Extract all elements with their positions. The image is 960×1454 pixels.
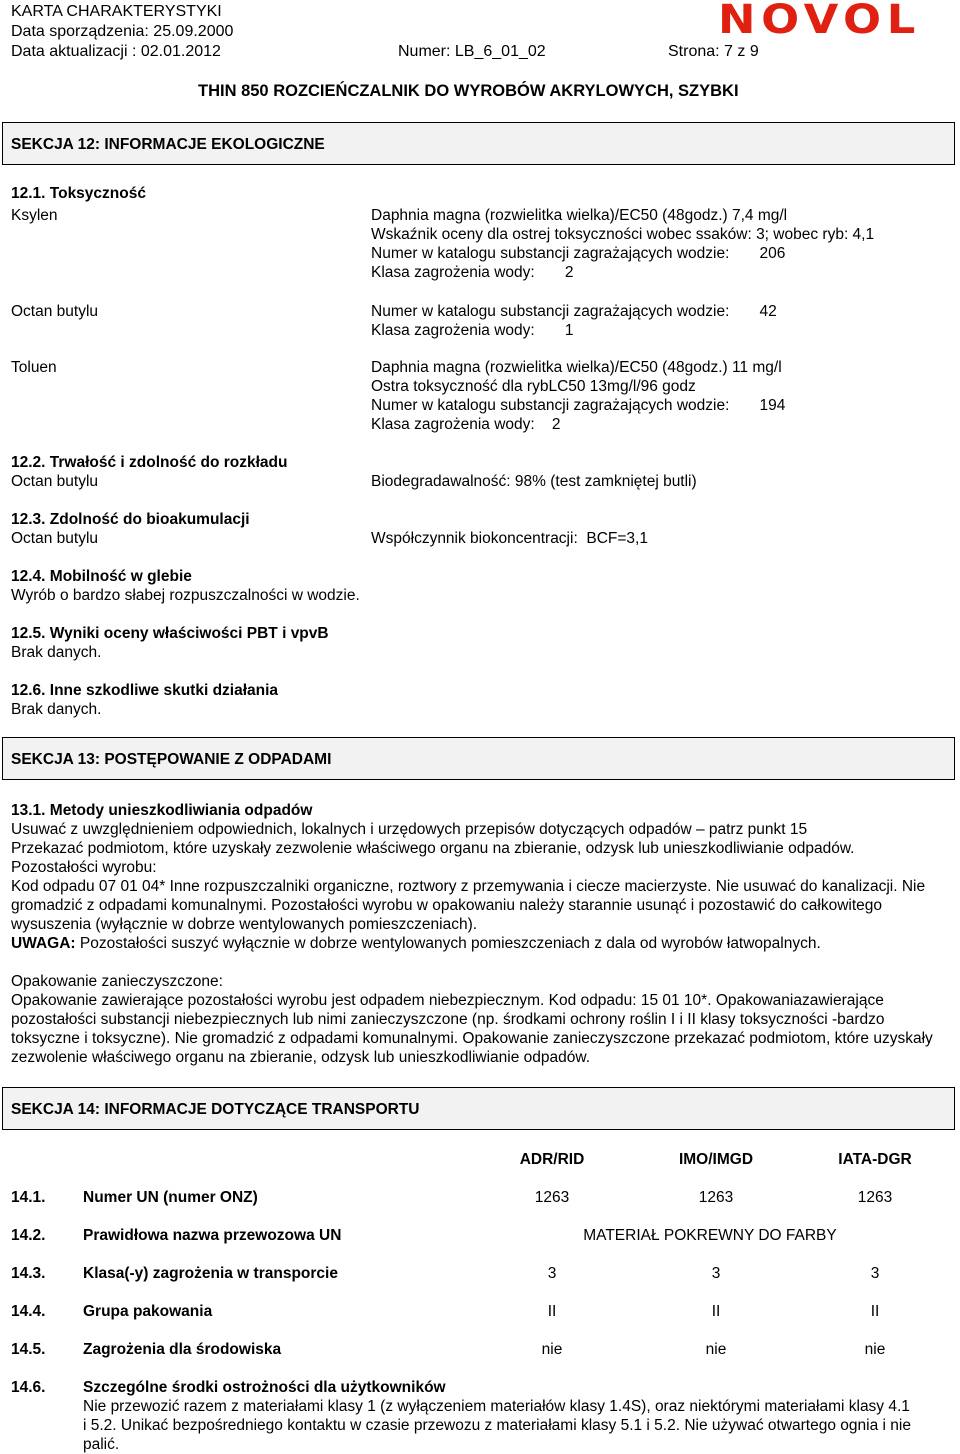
- row-num: 14.2.: [11, 1227, 46, 1244]
- section-12-header: [2, 122, 955, 165]
- warning-text: Pozostałości suszyć wyłącznie w dobrze wentylowanych pomieszczeniach z dala od wyrobów łatwopalnych.: [75, 935, 821, 952]
- cell-imo: nie: [705, 1341, 727, 1358]
- page-indicator: Strona: 7 z 9: [668, 43, 759, 60]
- s13-p1: Usuwać z uwzględnieniem odpowiednich, lokalnych i urzędowych przepisów dotyczących odpadów – patrz punkt 15: [11, 821, 808, 838]
- product-title: THIN 850 ROZCIEŃCZALNIK DO WYROBÓW AKRYLOWYCH, SZYBKI: [198, 82, 739, 100]
- ksylen-line-3: Numer w katalogu substancji zagrażających wodzie: 206: [371, 245, 786, 262]
- s126-text: Brak danych.: [11, 701, 102, 718]
- toluen-line-4: Klasa zagrożenia wody: 2: [371, 416, 561, 433]
- ksylen-line-4: Klasa zagrożenia wody: 2: [371, 264, 574, 281]
- updated-date: Data aktualizacji : 02.01.2012: [11, 43, 221, 60]
- s125-text: Brak danych.: [11, 644, 102, 661]
- section-13-title: SEKCJA 13: POSTĘPOWANIE Z ODPADAMI: [11, 751, 332, 768]
- row-label: Klasa(-y) zagrożenia w transporcie: [83, 1265, 338, 1282]
- section-14-header: [2, 1087, 955, 1130]
- col-adr-rid: ADR/RID: [519, 1151, 585, 1168]
- s13-p3: Pozostałości wyrobu:: [11, 859, 157, 876]
- doc-number: Numer: LB_6_01_02: [398, 43, 546, 60]
- section-12-title: SEKCJA 12: INFORMACJE EKOLOGICZNE: [11, 136, 325, 153]
- row-num: 14.5.: [11, 1341, 46, 1358]
- s126-title: 12.6. Inne szkodliwe skutki działania: [11, 682, 279, 699]
- s13-p4: Kod odpadu 07 01 04* Inne rozpuszczalniki organiczne, roztwory z przemywania i ciecze macierzyste. Nie usuwać do kanalizacji. Nie gromadzić z odpadami komunalnymi. Pozostałości wyrobu w opakowaniu należy starannie usunąć i pozostawić do całkowitego wysuszenia (wyłącznie w dobrze wentylowanych pomieszczeniach).: [11, 878, 926, 933]
- col-imo-imgd: IMO/IMGD: [678, 1151, 754, 1168]
- row-num: 14.6.: [11, 1379, 46, 1396]
- tox-title: 12.1. Toksyczność: [11, 185, 146, 202]
- cell-imo: II: [711, 1303, 721, 1320]
- cell-iata: 1263: [857, 1189, 893, 1206]
- row-num: 14.4.: [11, 1303, 46, 1320]
- cell-adr: nie: [541, 1341, 563, 1358]
- toluen-line-3: Numer w katalogu substancji zagrażających wodzie: 194: [371, 397, 786, 414]
- row-num: 14.3.: [11, 1265, 46, 1282]
- ksylen-name: Ksylen: [11, 207, 58, 224]
- octan-line-1: Numer w katalogu substancji zagrażających wodzie: 42: [371, 303, 777, 320]
- section-14-title: SEKCJA 14: INFORMACJE DOTYCZĄCE TRANSPORTU: [11, 1101, 420, 1118]
- row-label: Grupa pakowania: [83, 1303, 213, 1320]
- s13-warning: [11, 934, 821, 953]
- s122-value: Biodegradawalność: 98% (test zamkniętej butli): [371, 473, 697, 490]
- ksylen-line-2: Wskaźnik oceny dla ostrej toksyczności wobec ssaków: 3; wobec ryb: 4,1: [371, 226, 875, 243]
- cell-adr: 1263: [534, 1189, 570, 1206]
- novol-logo: NOVOL: [718, 0, 921, 43]
- toluen-name: Toluen: [11, 359, 57, 376]
- row-label: Prawidłowa nazwa przewozowa UN: [83, 1227, 342, 1244]
- s13-p2: Przekazać podmiotom, które uzyskały zezwolenie właściwego organu na zbieranie, odzysk lub unieszkodliwianie odpadów.: [11, 840, 855, 857]
- row-label: Numer UN (numer ONZ): [83, 1189, 258, 1206]
- cell-iata: nie: [864, 1341, 886, 1358]
- cell-imo: 1263: [698, 1189, 734, 1206]
- cell-imo: 3: [711, 1265, 721, 1282]
- created-date: Data sporządzenia: 25.09.2000: [11, 23, 234, 40]
- s123-substance: Octan butylu: [11, 530, 99, 547]
- cell-adr: 3: [547, 1265, 557, 1282]
- cell-iata: 3: [870, 1265, 880, 1282]
- doc-type: KARTA CHARAKTERYSTYKI: [11, 3, 222, 20]
- s125-title: 12.5. Wyniki oceny właściwości PBT i vpvB: [11, 625, 329, 642]
- s123-value: Współczynnik biokoncentracji: BCF=3,1: [371, 530, 648, 547]
- s13-p6: Opakowanie zawierające pozostałości wyrobu jest odpadem niebezpiecznym. Kod odpadu: 15 01 10*. Opakowaniazawierające pozostałości substancji niebezpiecznych lub nimi zanieczyszczone (np. środkami ochrony roślin I i II klasy toksyczności -bardzo toksyczne i toksyczne). Nie gromadzić z odpadami komunalnymi. Opakowanie zanieczyszczone przekazać podmiotom, które uzyskały zezwolenie właściwego organu na zbieranie, odzysk lub unieszkodliwianie odpadów.: [11, 992, 933, 1066]
- row-label: Zagrożenia dla środowiska: [83, 1341, 282, 1358]
- row-label: Szczególne środki ostrożności dla użytkowników: [83, 1379, 446, 1396]
- col-iata-dgr: IATA-DGR: [838, 1151, 912, 1168]
- s123-title: 12.3. Zdolność do bioakumulacji: [11, 511, 250, 528]
- s122-title: 12.2. Trwałość i zdolność do rozkładu: [11, 454, 288, 471]
- cell-merged: MATERIAŁ POKREWNY DO FARBY: [583, 1227, 837, 1244]
- cell-adr: II: [547, 1303, 557, 1320]
- toluen-line-1: Daphnia magna (rozwielitka wielka)/EC50 (48godz.) 11 mg/l: [371, 359, 782, 376]
- s122-substance: Octan butylu: [11, 473, 99, 490]
- s13-p5: Opakowanie zanieczyszczone:: [11, 973, 223, 990]
- s146-text: Nie przewozić razem z materiałami klasy 1 (z wyłączeniem materiałów klasy 1.4S), oraz niektórymi materiałami klasy 4.1 i 5.2. Unikać bezpośredniego kontaktu w czasie przewozu z materiałami klasy 5.1 i 5.2. Nie używać otwartego ognia i nie palić.: [83, 1398, 911, 1453]
- warning-label: UWAGA:: [11, 935, 76, 952]
- s131-title: 13.1. Metody unieszkodliwiania odpadów: [11, 802, 313, 819]
- octan-name: Octan butylu: [11, 303, 99, 320]
- cell-iata: II: [870, 1303, 880, 1320]
- ksylen-line-1: Daphnia magna (rozwielitka wielka)/EC50 (48godz.) 7,4 mg/l: [371, 207, 788, 224]
- octan-line-2: Klasa zagrożenia wody: 1: [371, 322, 574, 339]
- toluen-line-2: Ostra toksyczność dla rybLC50 13mg/l/96 godz: [371, 378, 696, 395]
- s124-title: 12.4. Mobilność w glebie: [11, 568, 192, 585]
- section-13-header: [2, 737, 955, 780]
- s124-text: Wyrób o bardzo słabej rozpuszczalności w wodzie.: [11, 587, 360, 604]
- row-num: 14.1.: [11, 1189, 46, 1206]
